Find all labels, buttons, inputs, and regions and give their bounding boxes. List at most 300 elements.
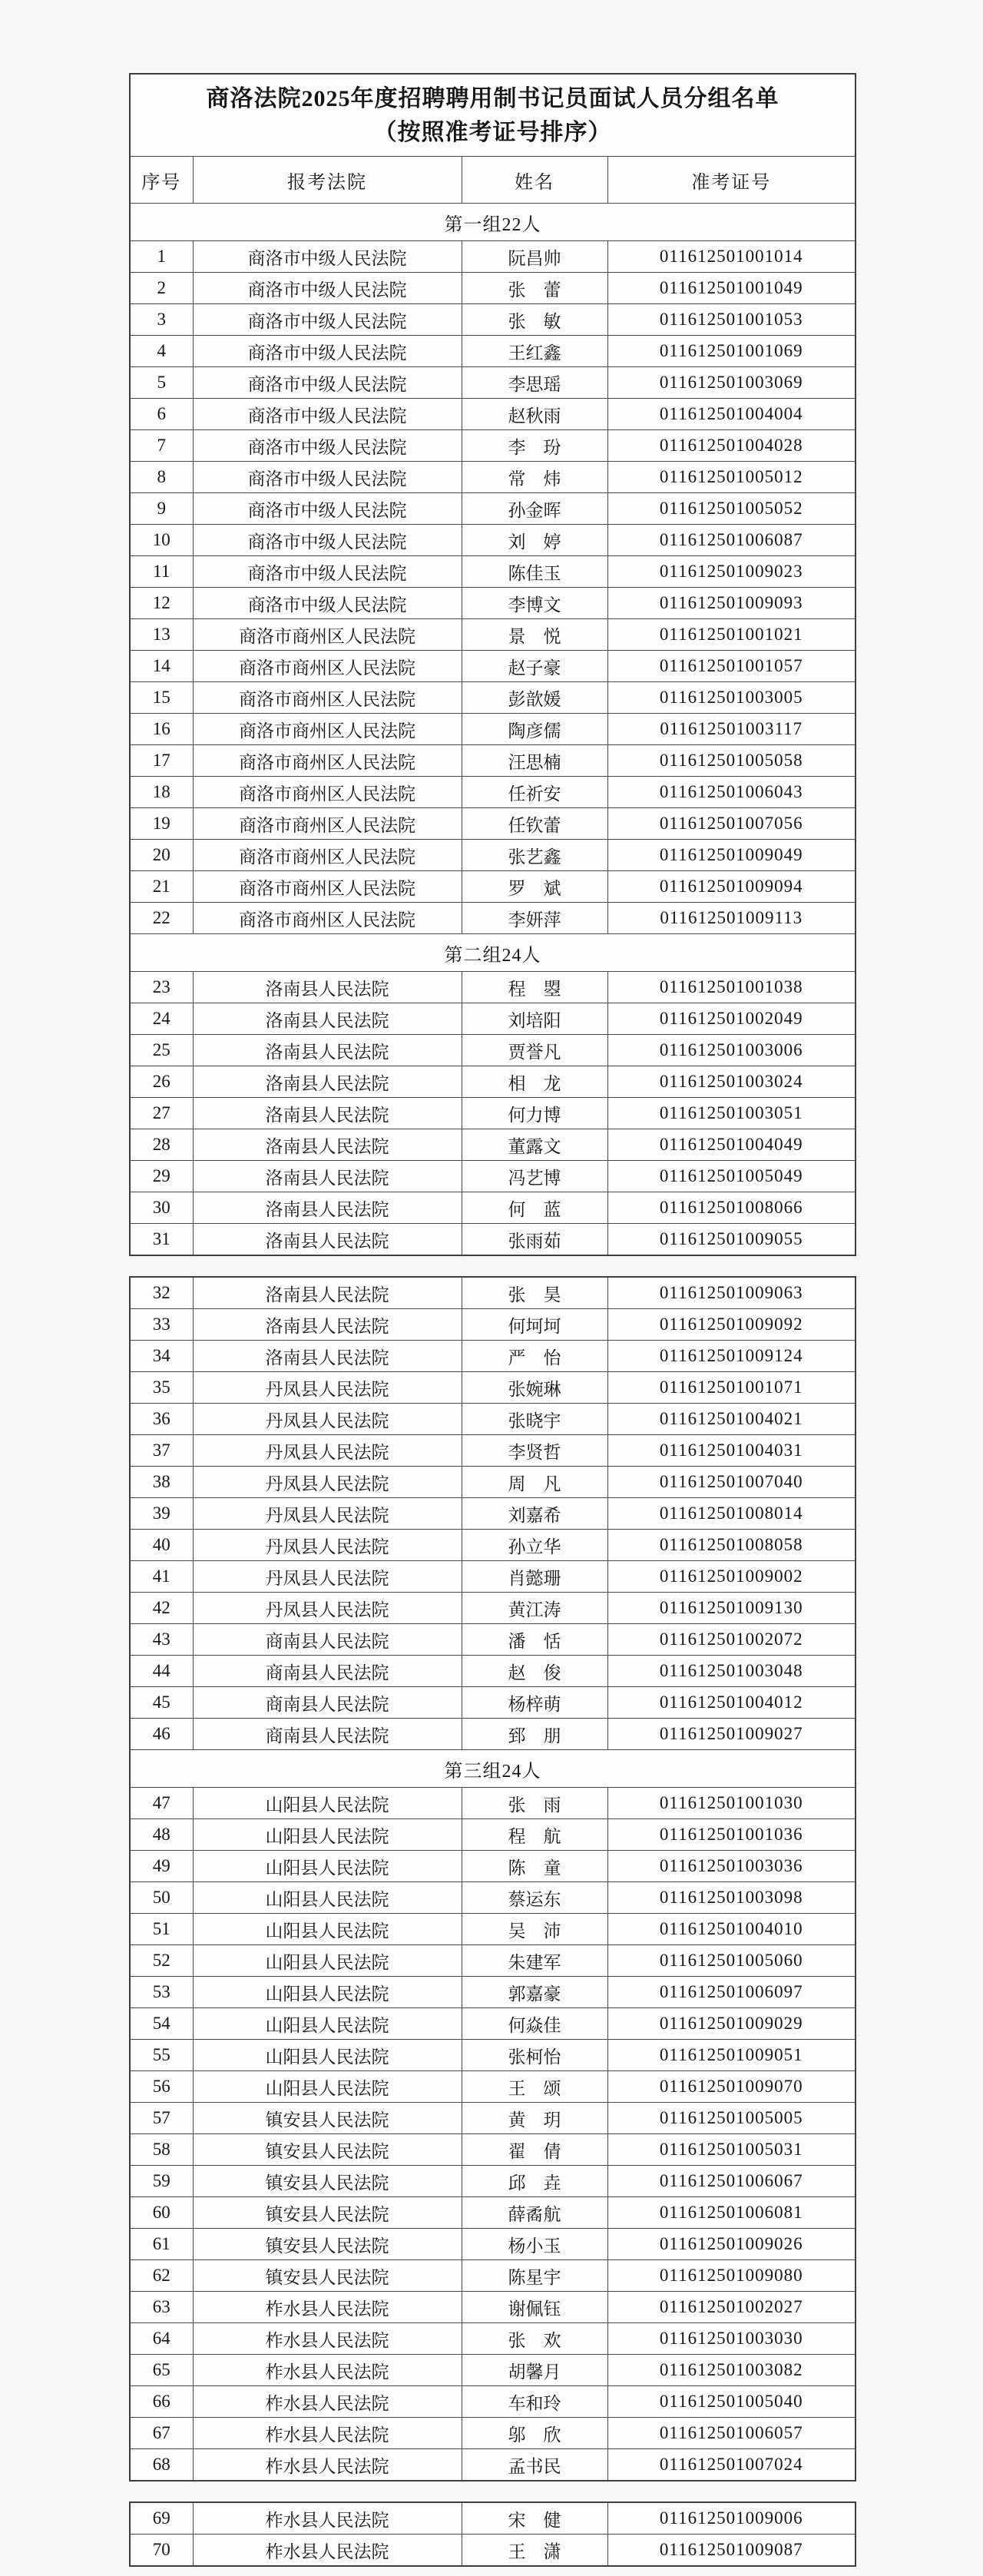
name-cell: 蔡运东 xyxy=(462,1882,607,1914)
seq-cell: 33 xyxy=(130,1309,193,1341)
table-row xyxy=(130,1003,856,1035)
court-cell: 商洛市商州区人民法院 xyxy=(193,651,462,682)
ticket-cell: 011612501006043 xyxy=(607,777,856,808)
table-row xyxy=(130,1687,856,1719)
ticket-cell: 011612501001030 xyxy=(607,1788,856,1819)
court-cell: 柞水县人民法院 xyxy=(193,2502,462,2535)
seq-cell: 11 xyxy=(130,556,193,588)
court-cell: 山阳县人民法院 xyxy=(193,2071,462,2103)
table-row xyxy=(130,1224,856,1256)
name-cell: 董露文 xyxy=(462,1129,607,1161)
table-row xyxy=(130,1192,856,1224)
court-cell: 山阳县人民法院 xyxy=(193,1851,462,1882)
table-row xyxy=(130,2386,856,2418)
name-cell: 孙立华 xyxy=(462,1530,607,1561)
court-cell: 柞水县人民法院 xyxy=(193,2449,462,2482)
table-row xyxy=(130,972,856,1003)
table-row xyxy=(130,2260,856,2292)
ticket-cell: 011612501001049 xyxy=(607,273,856,304)
court-cell: 山阳县人民法院 xyxy=(193,1945,462,1977)
ticket-cell: 011612501002027 xyxy=(607,2292,856,2323)
court-cell: 洛南县人民法院 xyxy=(193,1161,462,1192)
court-cell: 洛南县人民法院 xyxy=(193,1098,462,1129)
title-line-1: 商洛法院2025年度招聘聘用制书记员面试人员分组名单 xyxy=(206,86,779,111)
court-cell: 丹凤县人民法院 xyxy=(193,1467,462,1498)
court-cell: 镇安县人民法院 xyxy=(193,2103,462,2134)
table-row xyxy=(130,493,856,525)
name-cell: 彭歆媛 xyxy=(462,682,607,714)
ticket-cell: 011612501009130 xyxy=(607,1593,856,1624)
seq-cell: 29 xyxy=(130,1161,193,1192)
court-cell: 商洛市中级人民法院 xyxy=(193,430,462,462)
name-cell: 车和玲 xyxy=(462,2386,607,2418)
seq-cell: 38 xyxy=(130,1467,193,1498)
seq-cell: 4 xyxy=(130,336,193,367)
ticket-cell: 011612501005012 xyxy=(607,462,856,493)
name-cell: 罗 斌 xyxy=(462,871,607,903)
court-cell: 柞水县人民法院 xyxy=(193,2386,462,2418)
name-cell: 李 玢 xyxy=(462,430,607,462)
court-cell: 商洛市商州区人民法院 xyxy=(193,777,462,808)
table-row xyxy=(130,871,856,903)
table-row xyxy=(130,2008,856,2040)
court-cell: 洛南县人民法院 xyxy=(193,1129,462,1161)
table-row xyxy=(130,1977,856,2008)
court-cell: 商洛市中级人民法院 xyxy=(193,241,462,273)
group-header-row xyxy=(130,204,856,241)
seq-cell: 34 xyxy=(130,1341,193,1372)
court-cell: 丹凤县人民法院 xyxy=(193,1561,462,1593)
name-cell: 贾誉凡 xyxy=(462,1035,607,1066)
ticket-cell: 011612501004031 xyxy=(607,1435,856,1467)
name-cell: 孟书民 xyxy=(462,2449,607,2482)
name-cell: 李妍萍 xyxy=(462,903,607,934)
group-header-label: 第三组24人 xyxy=(130,1750,856,1788)
seq-cell: 37 xyxy=(130,1435,193,1467)
page-break-gap xyxy=(129,1256,855,1276)
table-row xyxy=(130,2292,856,2323)
table-row xyxy=(130,1341,856,1372)
table-row xyxy=(130,1561,856,1593)
ticket-cell: 011612501005040 xyxy=(607,2386,856,2418)
name-cell: 相 龙 xyxy=(462,1066,607,1098)
group-header-label: 第一组22人 xyxy=(130,204,856,241)
seq-cell: 10 xyxy=(130,525,193,556)
table-body-part-1 xyxy=(130,204,856,1256)
name-cell: 孙金晖 xyxy=(462,493,607,525)
court-cell: 丹凤县人民法院 xyxy=(193,1435,462,1467)
name-cell: 翟 倩 xyxy=(462,2134,607,2166)
ticket-cell: 011612501009051 xyxy=(607,2040,856,2071)
name-cell: 吴 沛 xyxy=(462,1914,607,1945)
ticket-cell: 011612501008014 xyxy=(607,1498,856,1530)
table-row xyxy=(130,304,856,336)
ticket-cell: 011612501005060 xyxy=(607,1945,856,1977)
column-header-ticket: 准考证号 xyxy=(607,157,856,204)
name-cell: 赵 俊 xyxy=(462,1656,607,1687)
seq-cell: 70 xyxy=(130,2535,193,2567)
table-row xyxy=(130,1309,856,1341)
table-row xyxy=(130,1467,856,1498)
ticket-cell: 011612501003051 xyxy=(607,1098,856,1129)
table-row xyxy=(130,1277,856,1309)
seq-cell: 7 xyxy=(130,430,193,462)
ticket-cell: 011612501005052 xyxy=(607,493,856,525)
ticket-cell: 011612501003082 xyxy=(607,2355,856,2386)
court-cell: 商洛市中级人民法院 xyxy=(193,588,462,619)
table-row xyxy=(130,1656,856,1687)
seq-cell: 60 xyxy=(130,2197,193,2229)
ticket-cell: 011612501009023 xyxy=(607,556,856,588)
table-row xyxy=(130,2323,856,2355)
seq-cell: 1 xyxy=(130,241,193,273)
table-row xyxy=(130,1098,856,1129)
ticket-cell: 011612501009006 xyxy=(607,2502,856,2535)
name-cell: 郭嘉豪 xyxy=(462,1977,607,2008)
column-header-court: 报考法院 xyxy=(193,157,462,204)
court-cell: 洛南县人民法院 xyxy=(193,1277,462,1309)
court-cell: 洛南县人民法院 xyxy=(193,1003,462,1035)
seq-cell: 61 xyxy=(130,2229,193,2260)
table-row xyxy=(130,714,856,745)
ticket-cell: 011612501003048 xyxy=(607,1656,856,1687)
court-cell: 柞水县人民法院 xyxy=(193,2355,462,2386)
table-row xyxy=(130,2103,856,2134)
table-row xyxy=(130,2134,856,2166)
ticket-cell: 011612501008066 xyxy=(607,1192,856,1224)
court-cell: 洛南县人民法院 xyxy=(193,1066,462,1098)
name-cell: 王 颂 xyxy=(462,2071,607,2103)
name-cell: 胡馨月 xyxy=(462,2355,607,2386)
seq-cell: 24 xyxy=(130,1003,193,1035)
table-row xyxy=(130,1129,856,1161)
seq-cell: 28 xyxy=(130,1129,193,1161)
name-cell: 何力博 xyxy=(462,1098,607,1129)
name-cell: 常 炜 xyxy=(462,462,607,493)
seq-cell: 21 xyxy=(130,871,193,903)
ticket-cell: 011612501009027 xyxy=(607,1719,856,1750)
court-cell: 商洛市中级人民法院 xyxy=(193,462,462,493)
ticket-cell: 011612501002049 xyxy=(607,1003,856,1035)
court-cell: 商洛市中级人民法院 xyxy=(193,304,462,336)
name-cell: 何焱佳 xyxy=(462,2008,607,2040)
seq-cell: 25 xyxy=(130,1035,193,1066)
court-cell: 镇安县人民法院 xyxy=(193,2166,462,2197)
table-row xyxy=(130,1161,856,1192)
name-cell: 陈佳玉 xyxy=(462,556,607,588)
table-row xyxy=(130,808,856,840)
ticket-cell: 011612501005058 xyxy=(607,745,856,777)
name-cell: 张晓宇 xyxy=(462,1404,607,1435)
name-cell: 刘 婷 xyxy=(462,525,607,556)
seq-cell: 41 xyxy=(130,1561,193,1593)
ticket-cell: 011612501005049 xyxy=(607,1161,856,1192)
table-row xyxy=(130,1914,856,1945)
name-cell: 张 蕾 xyxy=(462,273,607,304)
seq-cell: 59 xyxy=(130,2166,193,2197)
name-cell: 陈星宇 xyxy=(462,2260,607,2292)
seq-cell: 48 xyxy=(130,1819,193,1851)
court-cell: 柞水县人民法院 xyxy=(193,2418,462,2449)
table-row xyxy=(130,273,856,304)
name-cell: 任祈安 xyxy=(462,777,607,808)
seq-cell: 19 xyxy=(130,808,193,840)
seq-cell: 45 xyxy=(130,1687,193,1719)
name-cell: 阮昌帅 xyxy=(462,241,607,273)
table-row xyxy=(130,2502,856,2535)
name-cell: 汪思楠 xyxy=(462,745,607,777)
name-cell: 邬 欣 xyxy=(462,2418,607,2449)
table-row xyxy=(130,588,856,619)
name-cell: 严 怡 xyxy=(462,1341,607,1372)
court-cell: 商洛市中级人民法院 xyxy=(193,367,462,399)
ticket-cell: 011612501001069 xyxy=(607,336,856,367)
table-row xyxy=(130,462,856,493)
name-cell: 黄江涛 xyxy=(462,1593,607,1624)
name-cell: 刘嘉希 xyxy=(462,1498,607,1530)
ticket-cell: 011612501007056 xyxy=(607,808,856,840)
title-row xyxy=(130,74,856,157)
seq-cell: 40 xyxy=(130,1530,193,1561)
ticket-cell: 011612501009070 xyxy=(607,2071,856,2103)
seq-cell: 58 xyxy=(130,2134,193,2166)
name-cell: 王 潇 xyxy=(462,2535,607,2567)
name-cell: 任钦蕾 xyxy=(462,808,607,840)
ticket-cell: 011612501001053 xyxy=(607,304,856,336)
table-row xyxy=(130,2355,856,2386)
candidates-table-part-3 xyxy=(129,2501,856,2567)
name-cell: 冯艺博 xyxy=(462,1161,607,1192)
seq-cell: 26 xyxy=(130,1066,193,1098)
table-row xyxy=(130,777,856,808)
page-break-gap xyxy=(129,2482,855,2501)
ticket-cell: 011612501003030 xyxy=(607,2323,856,2355)
ticket-cell: 011612501003036 xyxy=(607,1851,856,1882)
seq-cell: 69 xyxy=(130,2502,193,2535)
table-row xyxy=(130,1593,856,1624)
name-cell: 周 凡 xyxy=(462,1467,607,1498)
table-row xyxy=(130,1404,856,1435)
title-line-2: （按照准考证号排序） xyxy=(373,120,612,145)
seq-cell: 54 xyxy=(130,2008,193,2040)
name-cell: 张雨茹 xyxy=(462,1224,607,1256)
seq-cell: 3 xyxy=(130,304,193,336)
table-body-part-3 xyxy=(130,2502,856,2566)
court-cell: 商洛市商州区人民法院 xyxy=(193,682,462,714)
name-cell: 赵秋雨 xyxy=(462,399,607,430)
table-row xyxy=(130,525,856,556)
seq-cell: 43 xyxy=(130,1624,193,1656)
court-cell: 丹凤县人民法院 xyxy=(193,1593,462,1624)
name-cell: 黄 玥 xyxy=(462,2103,607,2134)
ticket-cell: 011612501006097 xyxy=(607,1977,856,2008)
table-row xyxy=(130,1819,856,1851)
court-cell: 山阳县人民法院 xyxy=(193,2008,462,2040)
seq-cell: 46 xyxy=(130,1719,193,1750)
ticket-cell: 011612501004049 xyxy=(607,1129,856,1161)
court-cell: 商洛市中级人民法院 xyxy=(193,525,462,556)
ticket-cell: 011612501009026 xyxy=(607,2229,856,2260)
court-cell: 商洛市中级人民法院 xyxy=(193,399,462,430)
court-cell: 镇安县人民法院 xyxy=(193,2229,462,2260)
ticket-cell: 011612501005031 xyxy=(607,2134,856,2166)
seq-cell: 39 xyxy=(130,1498,193,1530)
seq-cell: 56 xyxy=(130,2071,193,2103)
court-cell: 洛南县人民法院 xyxy=(193,972,462,1003)
seq-cell: 36 xyxy=(130,1404,193,1435)
table-row xyxy=(130,1035,856,1066)
group-header-label: 第二组24人 xyxy=(130,934,856,972)
table-row xyxy=(130,682,856,714)
name-cell: 张艺鑫 xyxy=(462,840,607,871)
name-cell: 李博文 xyxy=(462,588,607,619)
ticket-cell: 011612501003024 xyxy=(607,1066,856,1098)
ticket-cell: 011612501006081 xyxy=(607,2197,856,2229)
court-cell: 商洛市中级人民法院 xyxy=(193,556,462,588)
ticket-cell: 011612501003069 xyxy=(607,367,856,399)
column-header-row xyxy=(130,157,856,204)
ticket-cell: 011612501009092 xyxy=(607,1309,856,1341)
ticket-cell: 011612501003006 xyxy=(607,1035,856,1066)
document-title xyxy=(130,74,856,157)
seq-cell: 52 xyxy=(130,1945,193,1977)
ticket-cell: 011612501001036 xyxy=(607,1819,856,1851)
table-row xyxy=(130,651,856,682)
seq-cell: 47 xyxy=(130,1788,193,1819)
column-header-name: 姓名 xyxy=(462,157,607,204)
seq-cell: 6 xyxy=(130,399,193,430)
seq-cell: 44 xyxy=(130,1656,193,1687)
court-cell: 商洛市商州区人民法院 xyxy=(193,903,462,934)
seq-cell: 67 xyxy=(130,2418,193,2449)
court-cell: 丹凤县人民法院 xyxy=(193,1404,462,1435)
table-row xyxy=(130,2418,856,2449)
name-cell: 谢佩钰 xyxy=(462,2292,607,2323)
name-cell: 张柯怡 xyxy=(462,2040,607,2071)
court-cell: 商洛市中级人民法院 xyxy=(193,336,462,367)
seq-cell: 15 xyxy=(130,682,193,714)
candidates-table-part-2 xyxy=(129,1276,856,2482)
table-row xyxy=(130,1851,856,1882)
ticket-cell: 011612501006067 xyxy=(607,2166,856,2197)
seq-cell: 49 xyxy=(130,1851,193,1882)
seq-cell: 64 xyxy=(130,2323,193,2355)
seq-cell: 17 xyxy=(130,745,193,777)
table-row xyxy=(130,241,856,273)
court-cell: 山阳县人民法院 xyxy=(193,2040,462,2071)
seq-cell: 53 xyxy=(130,1977,193,2008)
table-row xyxy=(130,2535,856,2567)
table-row xyxy=(130,1372,856,1404)
table-row xyxy=(130,1719,856,1750)
table-row xyxy=(130,2229,856,2260)
name-cell: 邱 垚 xyxy=(462,2166,607,2197)
ticket-cell: 011612501003098 xyxy=(607,1882,856,1914)
ticket-cell: 011612501007024 xyxy=(607,2449,856,2482)
ticket-cell: 011612501003005 xyxy=(607,682,856,714)
court-cell: 商洛市商州区人民法院 xyxy=(193,808,462,840)
ticket-cell: 011612501009087 xyxy=(607,2535,856,2567)
ticket-cell: 011612501002072 xyxy=(607,1624,856,1656)
table-row xyxy=(130,903,856,934)
ticket-cell: 011612501003117 xyxy=(607,714,856,745)
court-cell: 山阳县人民法院 xyxy=(193,1788,462,1819)
court-cell: 山阳县人民法院 xyxy=(193,1977,462,2008)
name-cell: 宋 健 xyxy=(462,2502,607,2535)
seq-cell: 63 xyxy=(130,2292,193,2323)
table-row xyxy=(130,1624,856,1656)
group-header-row xyxy=(130,1750,856,1788)
ticket-cell: 011612501004004 xyxy=(607,399,856,430)
seq-cell: 23 xyxy=(130,972,193,1003)
ticket-cell: 011612501004012 xyxy=(607,1687,856,1719)
name-cell: 陈 童 xyxy=(462,1851,607,1882)
table-row xyxy=(130,556,856,588)
court-cell: 洛南县人民法院 xyxy=(193,1309,462,1341)
name-cell: 潘 恬 xyxy=(462,1624,607,1656)
seq-cell: 8 xyxy=(130,462,193,493)
name-cell: 杨小玉 xyxy=(462,2229,607,2260)
grouping-list-document xyxy=(129,73,855,2567)
court-cell: 洛南县人民法院 xyxy=(193,1341,462,1372)
seq-cell: 12 xyxy=(130,588,193,619)
name-cell: 张 雨 xyxy=(462,1788,607,1819)
name-cell: 何坷坷 xyxy=(462,1309,607,1341)
table-row xyxy=(130,1435,856,1467)
court-cell: 商洛市中级人民法院 xyxy=(193,493,462,525)
seq-cell: 55 xyxy=(130,2040,193,2071)
seq-cell: 5 xyxy=(130,367,193,399)
name-cell: 李思瑶 xyxy=(462,367,607,399)
column-header-seq: 序号 xyxy=(130,157,193,204)
court-cell: 柞水县人民法院 xyxy=(193,2535,462,2567)
table-row xyxy=(130,367,856,399)
court-cell: 洛南县人民法院 xyxy=(193,1035,462,1066)
seq-cell: 42 xyxy=(130,1593,193,1624)
ticket-cell: 011612501009080 xyxy=(607,2260,856,2292)
table-row xyxy=(130,619,856,651)
seq-cell: 31 xyxy=(130,1224,193,1256)
ticket-cell: 011612501004010 xyxy=(607,1914,856,1945)
table-row xyxy=(130,2071,856,2103)
ticket-cell: 011612501007040 xyxy=(607,1467,856,1498)
ticket-cell: 011612501001014 xyxy=(607,241,856,273)
table-row xyxy=(130,399,856,430)
name-cell: 郅 朋 xyxy=(462,1719,607,1750)
table-body-part-2 xyxy=(130,1277,856,2481)
court-cell: 柞水县人民法院 xyxy=(193,2292,462,2323)
court-cell: 山阳县人民法院 xyxy=(193,1914,462,1945)
ticket-cell: 011612501009113 xyxy=(607,903,856,934)
table-row xyxy=(130,1882,856,1914)
court-cell: 洛南县人民法院 xyxy=(193,1192,462,1224)
court-cell: 镇安县人民法院 xyxy=(193,2134,462,2166)
ticket-cell: 011612501009063 xyxy=(607,1277,856,1309)
name-cell: 薛矞航 xyxy=(462,2197,607,2229)
seq-cell: 30 xyxy=(130,1192,193,1224)
ticket-cell: 011612501001038 xyxy=(607,972,856,1003)
table-row xyxy=(130,2197,856,2229)
table-row xyxy=(130,430,856,462)
seq-cell: 50 xyxy=(130,1882,193,1914)
ticket-cell: 011612501009124 xyxy=(607,1341,856,1372)
seq-cell: 57 xyxy=(130,2103,193,2134)
seq-cell: 16 xyxy=(130,714,193,745)
table-row xyxy=(130,2040,856,2071)
seq-cell: 68 xyxy=(130,2449,193,2482)
court-cell: 商洛市中级人民法院 xyxy=(193,273,462,304)
name-cell: 张 敏 xyxy=(462,304,607,336)
